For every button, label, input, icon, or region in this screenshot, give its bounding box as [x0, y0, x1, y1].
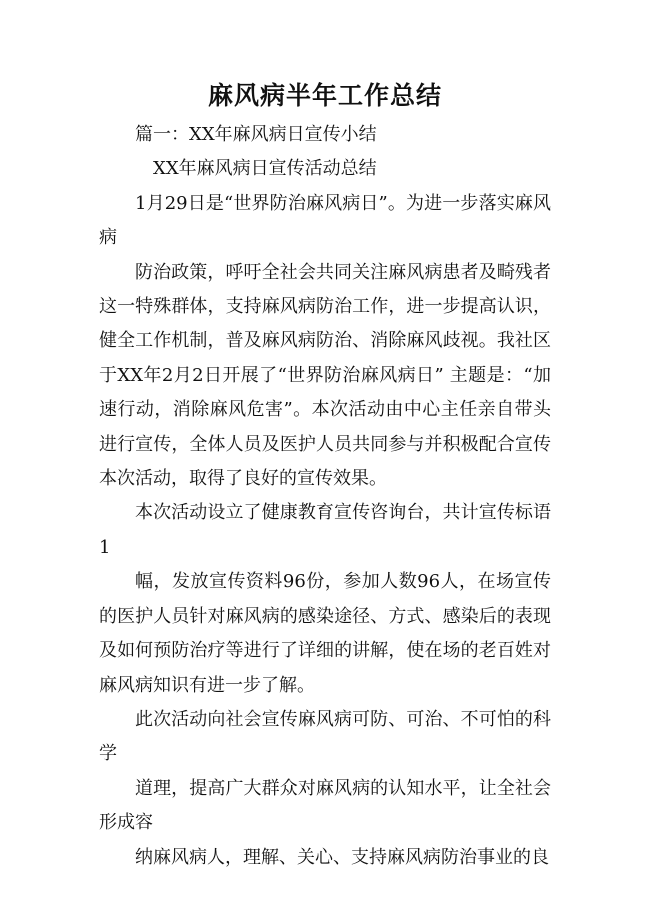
paragraph: 此次活动向社会宣传麻风病可防、可治、不可怕的科学	[99, 708, 551, 765]
document-title: 麻风病半年工作总结	[207, 81, 442, 110]
paragraph: 道理，提高广大群众对麻风病的认知水平，让全社会形成容	[99, 777, 551, 834]
document-body	[99, 118, 551, 875]
section-heading: 篇一：XX年麻风病日宣传小结	[135, 124, 377, 145]
section-subtitle: XX年麻风病日宣传活动总结	[153, 158, 377, 180]
paragraph: 幅，发放宣传资料96份，参加人数96人，在场宣传的医护人员针对麻风病的感染途径、方式、感染后的表现及如何预防治疗等进行了详细的讲解，使在场的老百姓对麻风病知识有进一步了解。	[99, 571, 551, 696]
paragraph: 防治政策，呼吁全社会共同关注麻风病患者及畸残者这一特殊群体，支持麻风病防治工作，进一步提高认识，健全工作机制，普及麻风病防治、消除麻风歧视。我社区于XX年2月2日开展了“世界防治麻风病日” 主题是：“加速行动，消除麻风危害”。本次活动由中心主任亲自带头进行宣传，全体人员及医护人员共同参与并积极配合宣传本次活动，取得了良好的宣传效果。	[99, 261, 551, 490]
paragraph: 1月29日是“世界防治麻风病日”。为进一步落实麻风病	[99, 192, 551, 249]
paragraph: 纳麻风病人，理解、关心、支持麻风病防治事业的良	[135, 846, 549, 868]
paragraph: 本次活动设立了健康教育宣传咨询台，共计宣传标语1	[99, 502, 551, 558]
